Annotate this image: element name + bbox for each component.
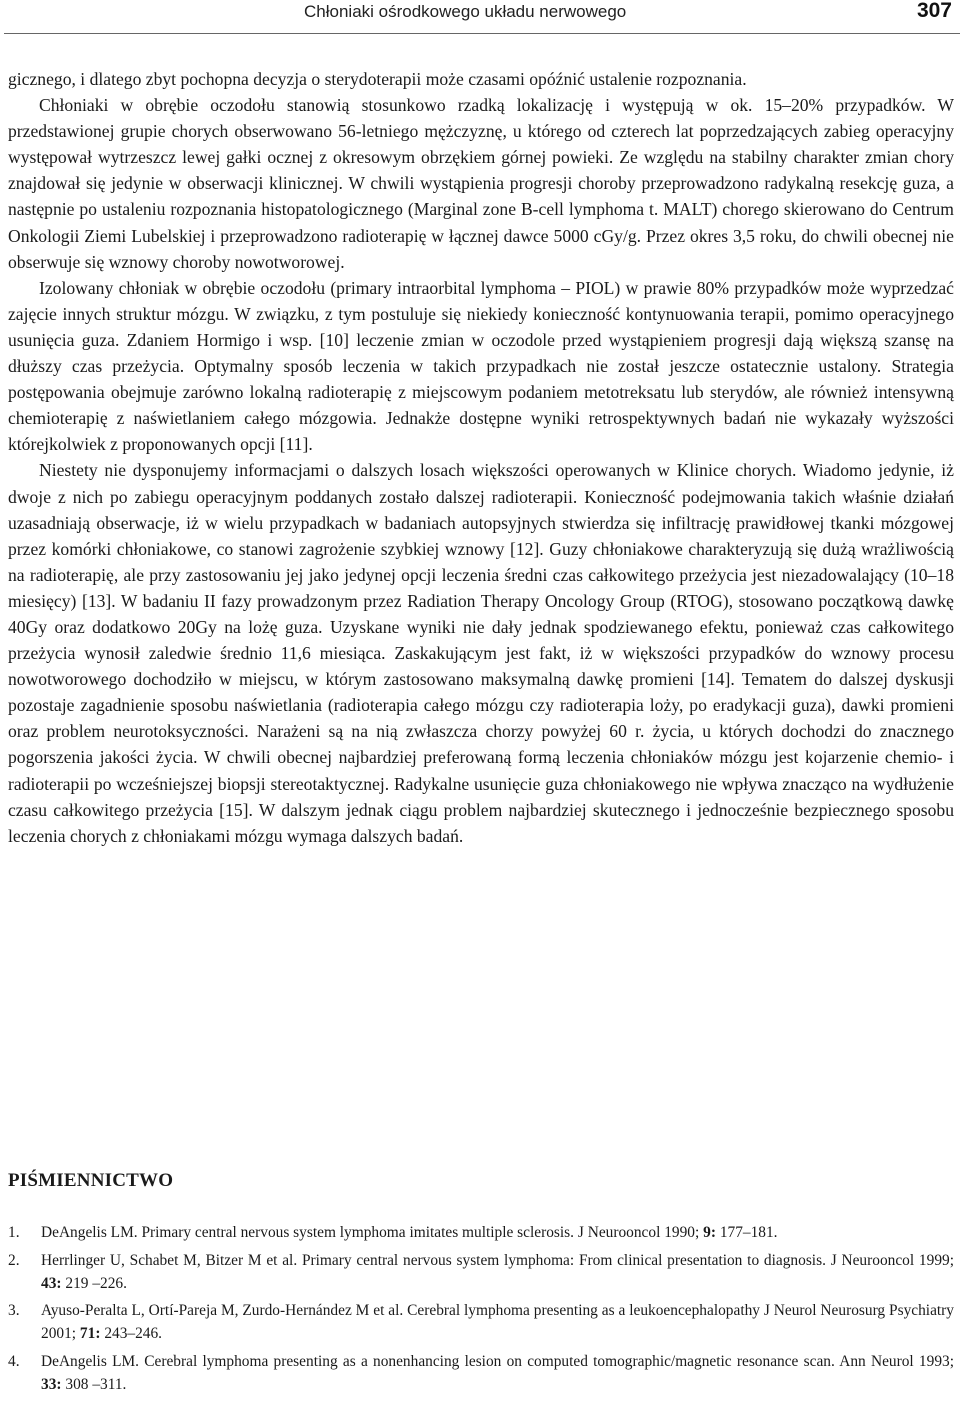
reference-volume: 71: [79, 1325, 101, 1343]
reference-number: 1. [8, 1224, 20, 1241]
reference-pages: 219 –226. [65, 1274, 127, 1292]
article-body [8, 66, 954, 849]
references-heading: PIŚMIENNICTWO [8, 1170, 174, 1191]
paragraph: Niestety nie dysponujemy informacjami o dalszych losach większości operowanych w Klinice chorych. Wiadomo jedynie, iż dwoje z nich po zabiegu operacyjnym poddanych zostało dalszej radioterapii. Konieczność podejmowania takich właśnie działań uzasadniają obserwacje, iż w wielu przypadkach w badaniach autopsyjnych stwierdza się infiltrację prawidłowej tkanki mózgowej przez komórki chłoniakowe, co stanowi zagrożenie szybkiej wznowy [12]. Guzy chłoniakowe charakteryzują się dużą wrażliwością na radioterapię, ale przy zastosowaniu jej jako jedynej opcji leczenia średni czas całkowitego przeżycia jest niezadowalający (10–18 miesięcy) [13]. W badaniu II fazy prowadzonym przez Radiation Therapy Oncology Group (RTOG), stosowano początkową dawkę 40Gy oraz dodatkowo 20Gy na lożę guza. Uzyskane wyniki nie dały jednak spodziewanego efektu, ponieważ czas całkowitego przeżycia wynosił zaledwie średnio 11,6 miesiąca. Zaskakującym jest fakt, iż w większości przypadków do wznowy procesu nowotworowego dochodziło w miejscu, w którym zastosowano maksymalną dawkę promieni [14]. Tematem do dalszej dyskusji pozostaje zagadnienie sposobu naświetlania (radioterapia całego mózgu czy radioterapia loży, po eradykacji guza), dawki promieni oraz problem neurotoksyczności. Narażeni są na nią zwłaszcza chorzy powyżej 60 r. życia, u których dochodzi do znacznego pogorszenia jakości życia. W chwili obecnej najbardziej preferowaną formą leczenia chłoniaków mózgu jest kojarzenie chemio- i radioterapii po wcześniejszej biopsji stereotaktycznej. Radykalne usunięcie guza chłoniakowego nie wpływa znacząco na wydłużenie czasu całkowitego przeżycia [15]. W dalszym jednak ciągu problem najbardziej skutecznego i jednocześnie bezpiecznego sposobu leczenia chorych z chłoniakami mózgu wymaga dalszych badań. [8, 460, 954, 846]
reference-volume: 33: [41, 1375, 62, 1393]
paragraph: Izolowany chłoniak w obrębie oczodołu (primary intraorbital lymphoma – PIOL) w prawie 80% przypadków może wyprzedzać zajęcie innych struktur mózgu. W związku, z tym postuluje się niekiedy konieczność kontynuowania terapii, pomimo operacyjnego usunięcia guza. Zdaniem Hormigo i wsp. [10] leczenie zmian w oczodole przed wystąpieniem progresji dają większą szansę na dłuższy czas przeżycia. Optymalny sposób leczenia w takich przypadkach nie został jeszcze ostatecznie ustalony. Strategia postępowania obejmuje zarówno lokalną radioterapię z miejscowym podaniem metotreksatu lub sterydów, ale również intensywną chemioterapię z naświetlaniem całego mózgowia. Jednakże dostępne wyniki retrospektywnych badań nie wykazały wyższości którejkolwiek z proponowanych opcji [11]. [8, 277, 954, 455]
page-number: 307 [916, 0, 952, 22]
paragraph-continued: gicznego, i dlatego zbyt pochopna decyzja o sterydoterapii może czasami opóźnić ustalenie rozpoznania. [8, 69, 747, 89]
running-title: Chłoniaki ośrodkowego układu nerwowego [304, 2, 627, 21]
reference-pages: 177–181. [719, 1224, 778, 1241]
reference-number: 4. [8, 1352, 20, 1370]
reference-volume: 43: [41, 1274, 62, 1292]
reference-text: Herrlinger U, Schabet M, Bitzer M et al. Primary central nervous system lymphoma: From clinical presentation to diagnosis. J Neurooncol 1999; [41, 1251, 954, 1269]
reference-text: DeAngelis LM. Cerebral lymphoma presenting as a nonenhancing lesion on computed tomographic/magnetic resonance scan. Ann Neurol 1993; [41, 1352, 954, 1370]
reference-number: 2. [8, 1251, 20, 1269]
reference-pages: 308 –311. [65, 1375, 127, 1393]
reference-text: DeAngelis LM. Primary central nervous system lymphoma imitates multiple sclerosis. J Neurooncol 1990; [41, 1224, 700, 1241]
reference-pages: 243–246. [104, 1325, 163, 1343]
paragraph: Chłoniaki w obrębie oczodołu stanowią stosunkowo rzadką lokalizację i występują w ok. 15–20% przypadków. W przedstawionej grupie chorych obserwowano 56-letniego mężczyznę, u którego od czterech lat poprzedzających zabieg operacyjny występował wytrzeszcz lewej gałki ocznej z okresowym obrzękiem górnej powieki. Ze względu na stabilny charakter zmian chory znajdował się jedynie w obserwacji klinicznej. W chwili wystąpienia progresji choroby przeprowadzono radykalną resekcję guza, a następnie po ustaleniu rozpoznania histopatologicznego (Marginal zone B-cell lymphoma t. MALT) chorego skierowano do Centrum Onkologii Ziemi Lubelskiej i przeprowadzono radioterapię w łącznej dawce 5000 cGy/g. Przez okres 3,5 roku, do chwili obecnej nie obserwuje się wznowy choroby nowotworowej. [8, 95, 954, 272]
reference-list [8, 1222, 954, 1402]
reference-item [8, 1250, 954, 1296]
reference-item [8, 1351, 954, 1397]
header-rule [4, 33, 960, 34]
reference-volume: 9: [703, 1224, 716, 1241]
reference-item [8, 1222, 954, 1245]
running-head [0, 0, 960, 34]
reference-text: Ayuso-Peralta L, Ortí-Pareja M, Zurdo-Hernández M et al. Cerebral lymphoma presenting as a leukoencephalopathy J Neurol Neurosurg Psychiatry 2001; [41, 1302, 954, 1343]
reference-item [8, 1300, 954, 1346]
reference-number: 3. [8, 1302, 20, 1320]
